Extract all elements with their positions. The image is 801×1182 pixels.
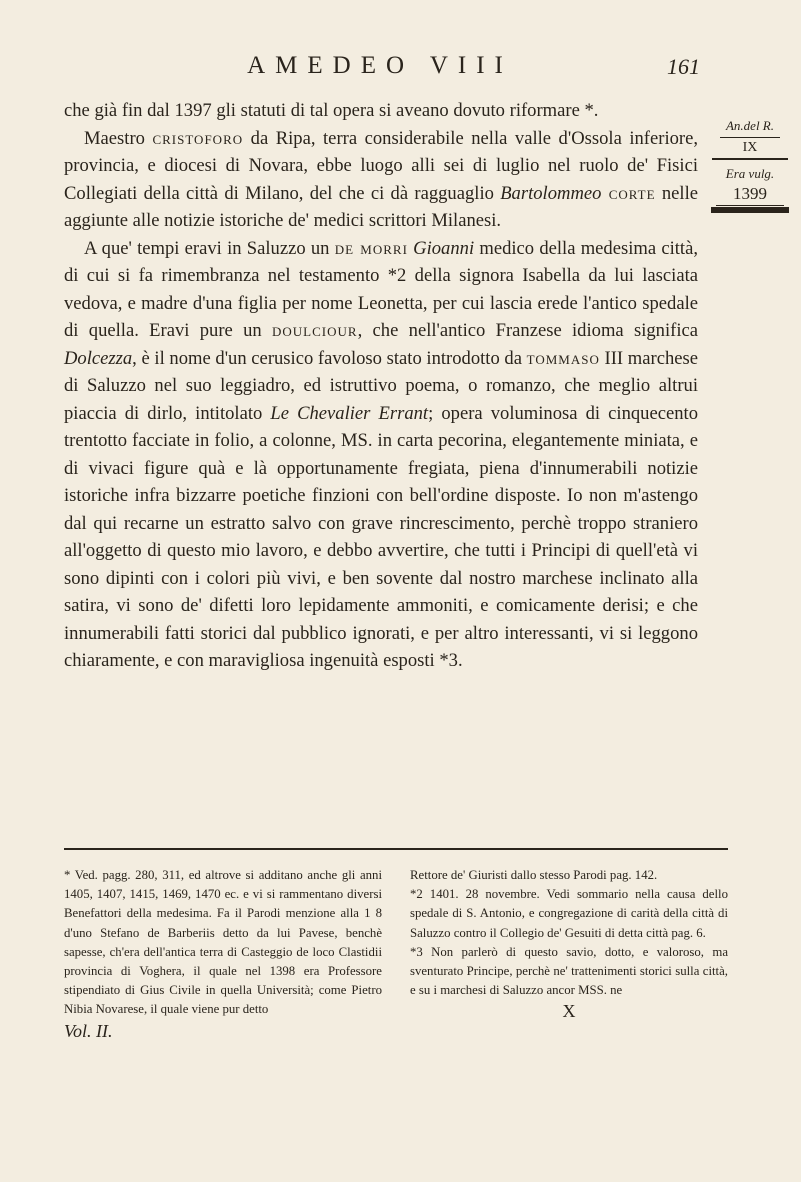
text-run: da Ripa, terra considerabile nella valle d'Ossola inferiore, provincia, e diocesi di Novara, ebbe luogo alli sei di luglio nel ruolo de' Fisici Collegiati della città di Milano, del che ci dà ragguaglio (64, 127, 698, 204)
paragraph (64, 125, 698, 235)
text-run: , è il nome d'un cerusico favoloso stato introdotto da (132, 347, 527, 369)
book-title-italic: Le Chevalier Errant (270, 402, 429, 424)
footnote: *3 Non parlerò di questo savio, dotto, e valoroso, ma sventurato Principe, perchè ne' trattenimenti storici sulla città, e su i marchesi di Saluzzo ancor MSS. ne (410, 944, 728, 998)
page-number: 161 (667, 54, 700, 79)
footnote-divider (64, 848, 728, 850)
text-run: , che nell'antico Franzese idioma significa (357, 320, 698, 341)
name-smallcaps: de morri (334, 237, 408, 259)
text-run: ; opera voluminosa di cinquecento trentotto facciate in folio, a colonne, MS. in carta pecorina, elegantemente miniata, e di vivaci figure quà e là opportunamente fregiata, piena d'innumerabili notizie istoriche infra bizzarre poetiche finzioni con bell'ordine disposte. Io non m'astengo dal qui recarne un estratto salvo con grave rincrescimento, perchè troppo straniero all'oggetto di questo mio lavoro, e debbo avvertire, che tutti i Principi di quell'età vi sono dipinti con i colori più vivi, e ben sovente dal nostro marchese inclinato alla satira, vi sono de' difetti loro lepidamente ammoniti, e comicamente derisi; e che innumerabili fatti storici dal pubblico ignorati, e per altro interessanti, vi si leggono chiaramente, e con maravigliosa ingenuità esposti *3. (64, 402, 698, 671)
main-text (64, 97, 698, 675)
name-smallcaps: corte (601, 182, 656, 204)
running-head (60, 52, 700, 88)
margin-year: 1399 (733, 184, 767, 203)
paragraph (64, 97, 698, 125)
footnote: * Ved. pagg. 280, 311, ed altrove si additano anche gli anni 1405, 1407, 1415, 1469, 1470 ec. e vi si rammentano diversi Benefattori della medesima. Fa il Parodi menzione alla 1 8 d'uno Stefano de Barberiis detto da lui Pavese, benchè sapesse, ch'era dell'antica terra di Casteggio de loco Clastidii provincia di Voghera, il quale nel 1398 era Professore stipendiato di Gius Civile in quella Università; come Pietro Nibia Novarese, il quale viene pur detto (64, 868, 382, 1017)
margin-bar (711, 207, 789, 213)
margin-rule (716, 205, 784, 206)
margin-rule (720, 137, 780, 138)
footnote-column-right (410, 866, 728, 1022)
name-italic: Bartolommeo (500, 182, 602, 204)
text-run: Maestro (84, 127, 153, 149)
name-smallcaps: cristoforo (152, 127, 244, 149)
volume-mark: Vol. II. (64, 1020, 113, 1041)
text-run: che già fin dal 1397 gli statuti di tal opera si aveano dovuto riformare *. (64, 100, 599, 121)
margin-reign-year: IX (742, 140, 758, 155)
signature-mark: X (562, 1001, 576, 1022)
name-smallcaps: tommaso (526, 347, 600, 369)
name-smallcaps: doulciour (272, 320, 358, 341)
paragraph (64, 235, 698, 675)
margin-reign-label: An.del R. (725, 118, 774, 133)
margin-rule (712, 158, 788, 160)
text-run: A que' tempi eravi in Saluzzo un (84, 237, 335, 259)
footnote: Rettore de' Giuristi dallo stesso Parodi pag. 142. (410, 868, 658, 882)
word-italic: Dolcezza (64, 347, 133, 369)
text-run: nelle aggiunte alle notizie istoriche de' medici scrittori Milanesi. (64, 182, 698, 231)
text-run: medico della medesima città, di cui si fa rimembranza nel testamento *2 della signora Isabella da lui lasciata vedova, e madre d'una figlia per nome Leonetta, per cui lascia erede l'antico spedale di quella. Eravi pure un (64, 237, 698, 341)
margin-note (707, 118, 793, 213)
text-run: III marchese di Saluzzo nel suo leggiadro, ed istruttivo poema, o romanzo, che meglio altrui piaccia di dirlo, intitolato (64, 347, 698, 424)
footnote-column-left (64, 866, 382, 1041)
footnote: *2 1401. 28 novembre. Vedi sommario nella causa dello spedale di S. Antonio, e congregazione di carità della città di Saluzzo contro il Collegio de' Gesuiti di detta città pag. 6. (410, 887, 728, 940)
name-italic: Gioanni (407, 237, 475, 259)
margin-era-label: Era vulg. (725, 166, 775, 181)
page-title: AMEDEO VIII (247, 52, 513, 79)
